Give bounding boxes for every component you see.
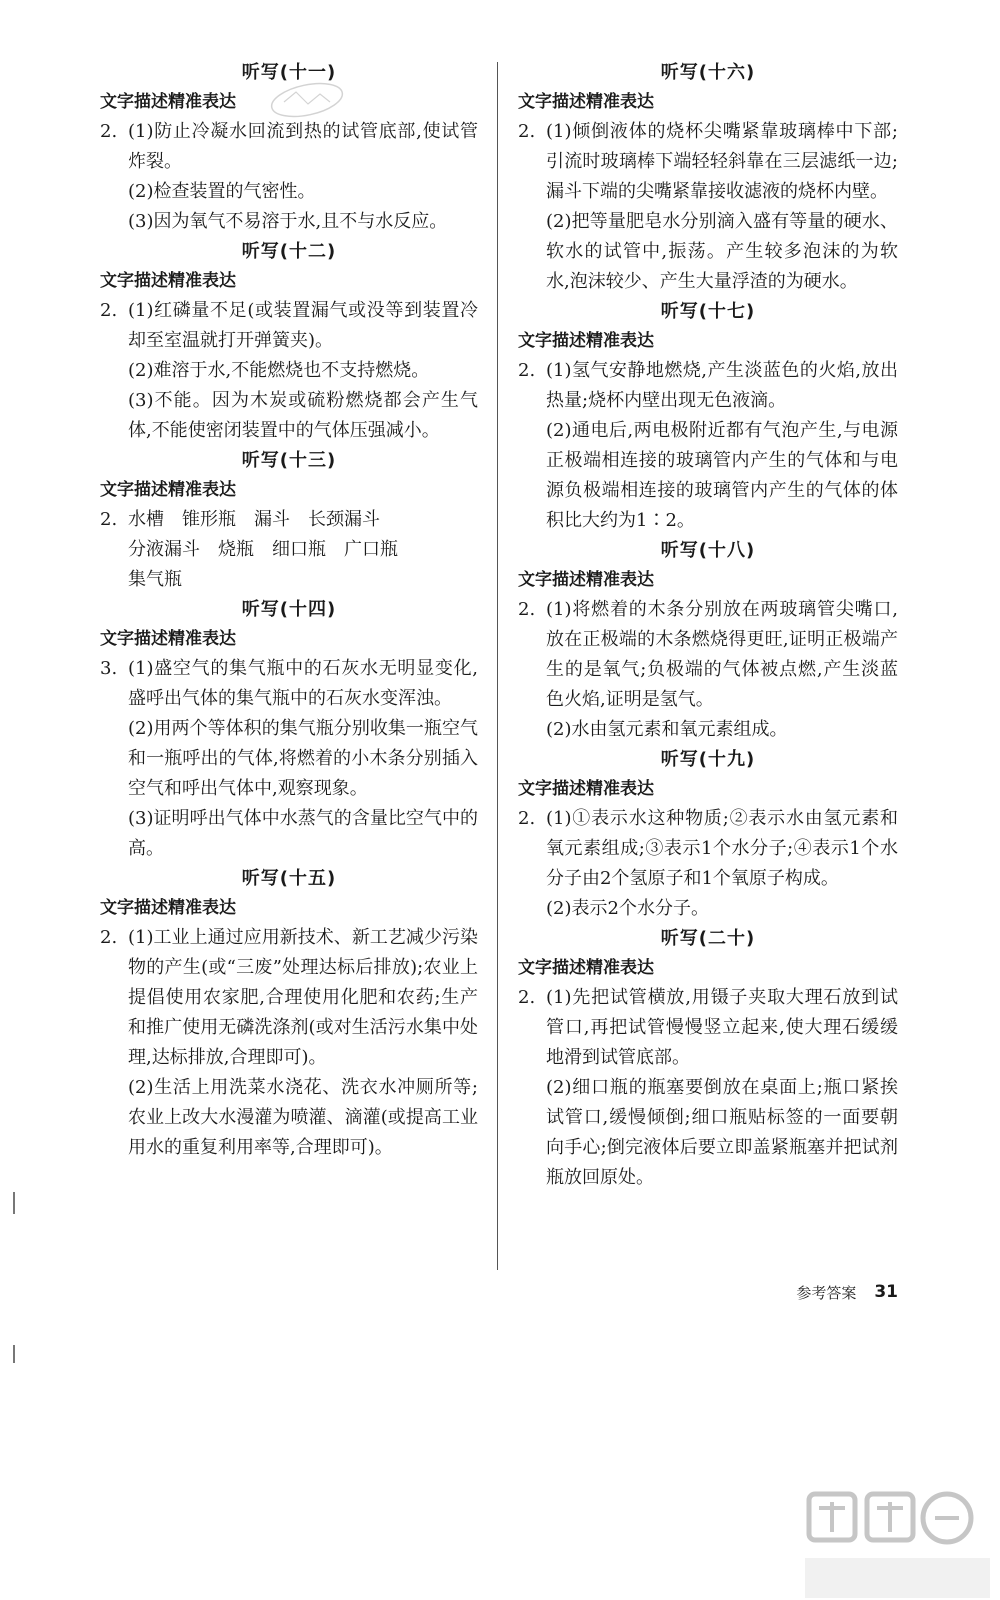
question-number: 2.	[518, 360, 536, 381]
answer-text: (2)细口瓶的瓶塞要倒放在桌面上;瓶口紧挨试管口,缓慢倾倒;细口瓶贴标签的一面要朝向手心;倒完液体后要立即盖紧瓶塞并把试剂瓶放回原处。	[546, 1077, 898, 1188]
answer-item	[100, 654, 478, 864]
page-footer	[738, 1280, 898, 1304]
answer-text: (2)水由氢元素和氧元素组成。	[546, 719, 788, 740]
section	[100, 446, 478, 595]
answer-item	[100, 296, 478, 446]
question-number: 2.	[518, 599, 536, 620]
section	[518, 58, 898, 297]
page-number: 31	[874, 1282, 898, 1302]
question-number: 2.	[100, 300, 118, 321]
answer-item	[518, 804, 898, 924]
section	[518, 924, 898, 1193]
section-title: 听写(二十)	[660, 928, 756, 949]
section-title: 听写(十三)	[241, 450, 337, 471]
column-divider	[497, 62, 498, 1270]
answer-text: (1)先把试管横放,用镊子夹取大理石放到试管口,再把试管慢慢竖立起来,使大理石缓缓地滑到试管底部。	[546, 987, 898, 1068]
answer-text: (2)通电后,两电极附近都有气泡产生,与电源正极端相连接的玻璃管内产生的气体和与电源负极端相连接的玻璃管内产生的气体的体积比大约为1∶2。	[546, 420, 898, 531]
section	[100, 237, 478, 446]
question-number: 2.	[518, 987, 536, 1008]
answer-text: (1)工业上通过应用新技术、新工艺减少污染物的产生(或“三废”处理达标后排放);农业上提倡使用农家肥,合理使用化肥和农药;生产和推广使用无磷洗涤剂(或对生活污水集中处理,达标排放,合理即可)。	[128, 927, 478, 1068]
answer-item	[100, 923, 478, 1163]
answer-line: 集气瓶	[128, 569, 182, 590]
section-title: 听写(十五)	[241, 868, 337, 889]
watermark-logo	[805, 1488, 990, 1600]
section-title: 听写(十七)	[660, 301, 756, 322]
section-title: 听写(十六)	[660, 62, 756, 83]
answer-text: (1)氢气安静地燃烧,产生淡蓝色的火焰,放出热量;烧杯内壁出现无色液滴。	[546, 360, 898, 411]
section-subtitle: 文字描述精准表达	[518, 958, 654, 978]
section-title: 听写(十八)	[660, 540, 756, 561]
footer-label: 参考答案	[796, 1283, 857, 1302]
answer-text: (2)难溶于水,不能燃烧也不支持燃烧。	[128, 360, 430, 381]
answer-text: (3)因为氧气不易溶于水,且不与水反应。	[128, 211, 448, 232]
section	[100, 595, 478, 864]
answer-text: (1)①表示水这种物质;②表示水由氢元素和氧元素组成;③表示1个水分子;④表示1个水分子由2个氢原子和1个氧原子构成。	[546, 808, 898, 889]
margin-mark	[13, 1345, 15, 1363]
answer-text: (3)证明呼出气体中水蒸气的含量比空气中的高。	[128, 808, 478, 859]
answer-text: (2)用两个等体积的集气瓶分别收集一瓶空气和一瓶呼出的气体,将燃着的小木条分别插入空气和呼出气体中,观察现象。	[128, 718, 478, 799]
answer-line: 水槽 锥形瓶 漏斗 长颈漏斗	[128, 509, 380, 530]
section	[518, 297, 898, 536]
section-subtitle: 文字描述精准表达	[100, 629, 236, 649]
question-number: 2.	[100, 121, 118, 142]
section	[518, 745, 898, 924]
answer-item	[518, 117, 898, 297]
section-subtitle: 文字描述精准表达	[100, 898, 236, 918]
section-title: 听写(十九)	[660, 749, 756, 770]
answer-item	[100, 117, 478, 237]
section-subtitle: 文字描述精准表达	[518, 331, 654, 351]
question-number: 2.	[100, 927, 118, 948]
answer-text: (1)盛空气的集气瓶中的石灰水无明显变化,盛呼出气体的集气瓶中的石灰水变浑浊。	[128, 658, 478, 709]
section-subtitle: 文字描述精准表达	[518, 779, 654, 799]
question-number: 2.	[518, 808, 536, 829]
answer-text: (2)表示2个水分子。	[546, 898, 709, 919]
answer-text: (2)生活上用洗菜水浇花、洗衣水冲厕所等;农业上改大水漫灌为喷灌、滴灌(或提高工业用水的重复利用率等,合理即可)。	[128, 1077, 478, 1158]
section	[100, 864, 478, 1163]
answer-item	[518, 983, 898, 1193]
stamp-mark	[268, 82, 346, 118]
section-subtitle: 文字描述精准表达	[100, 271, 236, 291]
answer-text: (1)防止冷凝水回流到热的试管底部,使试管炸裂。	[128, 121, 478, 172]
answer-text: (1)倾倒液体的烧杯尖嘴紧靠玻璃棒中下部;引流时玻璃棒下端轻轻斜靠在三层滤纸一边;漏斗下端的尖嘴紧靠接收滤液的烧杯内壁。	[546, 121, 898, 202]
answer-item	[518, 595, 898, 745]
answer-text: (2)把等量肥皂水分别滴入盛有等量的硬水、软水的试管中,振荡。产生较多泡沫的为软水,泡沫较少、产生大量浮渣的为硬水。	[546, 211, 898, 292]
right-column	[518, 58, 898, 1193]
answer-text: (1)红磷量不足(或装置漏气或没等到装置冷却至室温就打开弹簧夹)。	[128, 300, 478, 351]
answer-line: 分液漏斗 烧瓶 细口瓶 广口瓶	[128, 539, 398, 560]
margin-mark	[13, 1192, 15, 1214]
question-number: 3.	[100, 658, 118, 679]
section-subtitle: 文字描述精准表达	[100, 480, 236, 500]
section	[518, 536, 898, 745]
question-number: 2.	[100, 509, 118, 530]
answer-text: (3)不能。因为木炭或硫粉燃烧都会产生气体,不能使密闭装置中的气体压强减小。	[128, 390, 478, 441]
answer-text: (2)检查装置的气密性。	[128, 181, 316, 202]
section-title: 听写(十二)	[241, 241, 337, 262]
left-column	[100, 58, 478, 1163]
answer-text: (1)将燃着的木条分别放在两玻璃管尖嘴口,放在正极端的木条燃烧得更旺,证明正极端产生的是氧气;负极端的气体被点燃,产生淡蓝色火焰,证明是氢气。	[546, 599, 898, 710]
section-subtitle: 文字描述精准表达	[100, 92, 236, 112]
answer-item	[518, 356, 898, 536]
section-title: 听写(十一)	[241, 62, 337, 83]
question-number: 2.	[518, 121, 536, 142]
section-subtitle: 文字描述精准表达	[518, 570, 654, 590]
section-subtitle: 文字描述精准表达	[518, 92, 654, 112]
answer-item	[100, 505, 478, 595]
section-title: 听写(十四)	[241, 599, 337, 620]
